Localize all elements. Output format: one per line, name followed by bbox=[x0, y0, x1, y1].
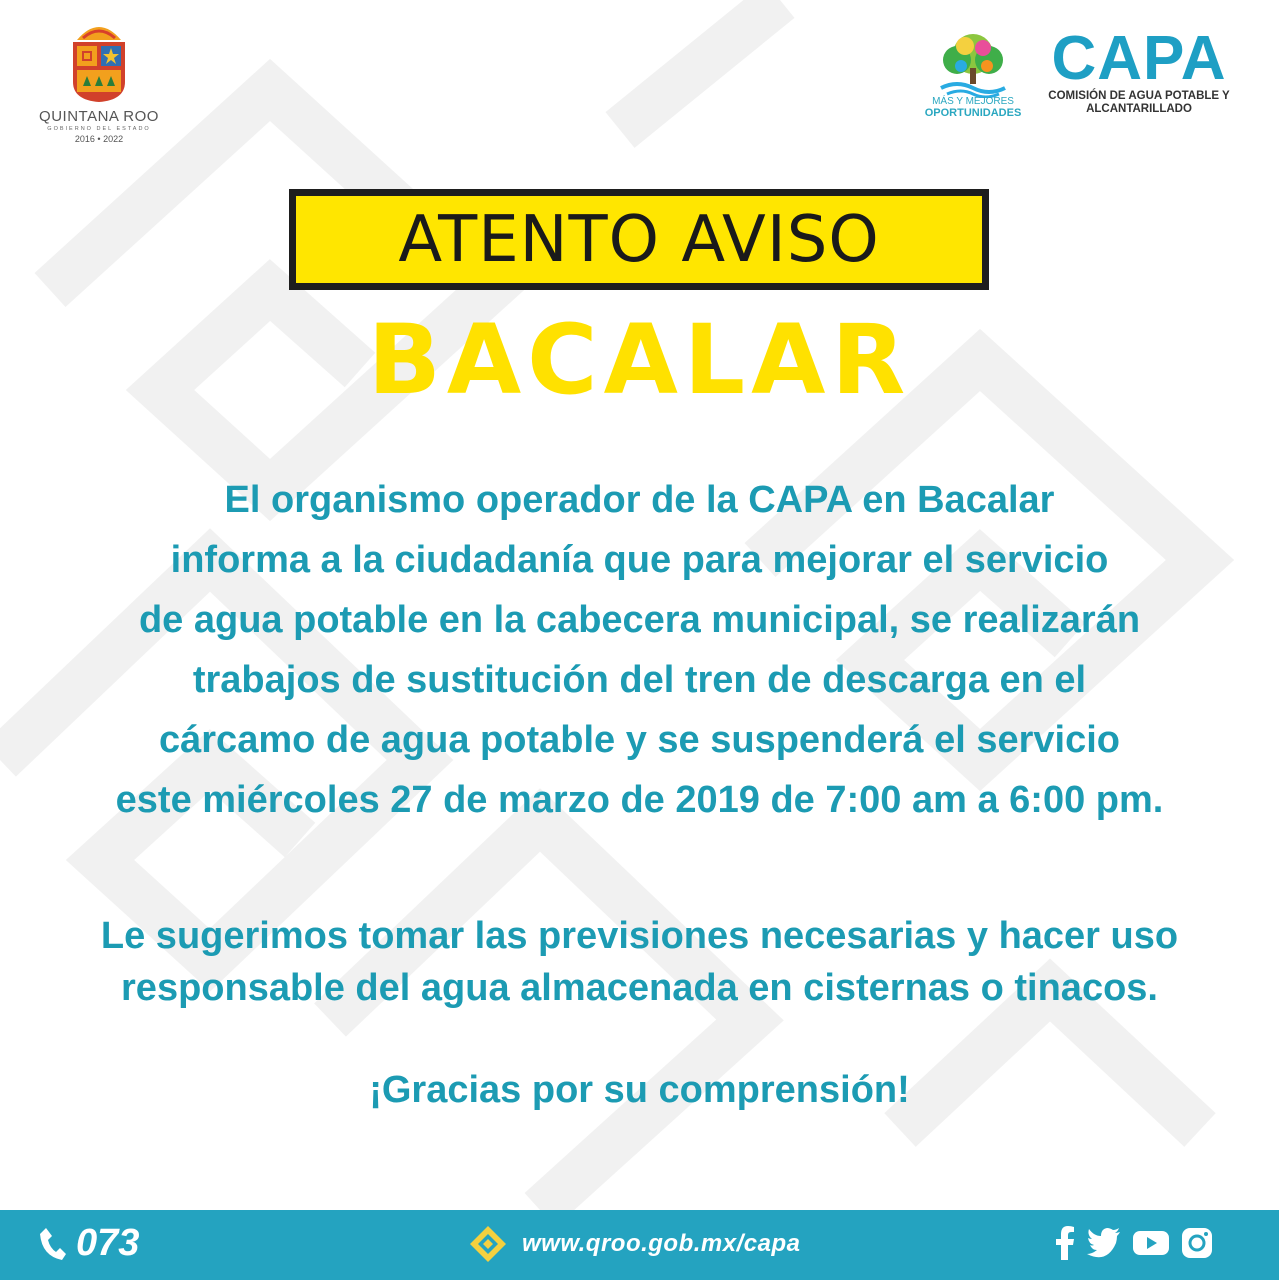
state-coat-of-arms-icon bbox=[69, 20, 129, 102]
notice-paragraph-2 bbox=[40, 910, 1239, 1014]
capa-subtitle-line1: COMISIÓN DE AGUA POTABLE Y bbox=[1048, 90, 1230, 102]
paragraph-2-line: Le sugerimos tomar las previsiones necesarias y hacer uso bbox=[100, 915, 1179, 957]
state-subtitle: GOBIERNO DEL ESTADO bbox=[47, 126, 151, 132]
paragraph-1-line: este miércoles 27 de marzo de 2019 de 7:00 am a 6:00 pm. bbox=[115, 779, 1164, 821]
state-years: 2016 • 2022 bbox=[74, 134, 124, 144]
website-link[interactable] bbox=[468, 1224, 800, 1264]
campaign-logo bbox=[918, 32, 1028, 119]
paragraph-1-line: trabajos de sustitución del tren de descarga en el bbox=[192, 659, 1087, 701]
notice-heading: ATENTO AVISO bbox=[398, 202, 880, 277]
paragraph-1-line: informa a la ciudadanía que para mejorar el servicio bbox=[170, 539, 1109, 581]
notice-heading-inner bbox=[296, 196, 982, 283]
capa-title: CAPA bbox=[1051, 24, 1227, 93]
phone-number: 073 bbox=[76, 1222, 140, 1264]
notice-closing: ¡Gracias por su comprensión! bbox=[369, 1069, 910, 1111]
qroo-brand-icon bbox=[468, 1224, 508, 1264]
twitter-icon[interactable] bbox=[1087, 1228, 1121, 1258]
notice-heading-box bbox=[289, 189, 989, 290]
social-icons bbox=[1055, 1226, 1213, 1260]
instagram-icon[interactable] bbox=[1181, 1227, 1213, 1259]
paragraph-1-line: El organismo operador de la CAPA en Bacalar bbox=[224, 479, 1055, 521]
footer-bar bbox=[0, 1210, 1279, 1280]
paragraph-1-line: de agua potable en la cabecera municipal, se realizarán bbox=[138, 599, 1141, 641]
campaign-line2: OPORTUNIDADES bbox=[924, 107, 1022, 119]
youtube-icon[interactable] bbox=[1133, 1229, 1169, 1257]
phone-contact[interactable] bbox=[38, 1222, 139, 1265]
campaign-line1: MÁS Y MEJORES bbox=[932, 96, 1014, 107]
notice-paragraph-1 bbox=[40, 470, 1239, 830]
website-url: www.qroo.gob.mx/capa bbox=[522, 1230, 801, 1257]
capa-logo bbox=[1034, 24, 1244, 116]
facebook-icon[interactable] bbox=[1055, 1226, 1075, 1260]
state-name: QUINTANA ROO bbox=[39, 108, 159, 125]
quintana-roo-logo bbox=[24, 20, 174, 144]
phone-icon bbox=[38, 1226, 68, 1262]
paragraph-2-line: responsable del agua almacenada en cisternas o tinacos. bbox=[121, 967, 1158, 1009]
paragraph-1-line: cárcamo de agua potable y se suspenderá el servicio bbox=[159, 719, 1120, 761]
tree-icon bbox=[931, 32, 1015, 98]
capa-subtitle-line2: ALCANTARILLADO bbox=[1086, 103, 1192, 115]
notice-location: BACALAR bbox=[367, 304, 912, 416]
